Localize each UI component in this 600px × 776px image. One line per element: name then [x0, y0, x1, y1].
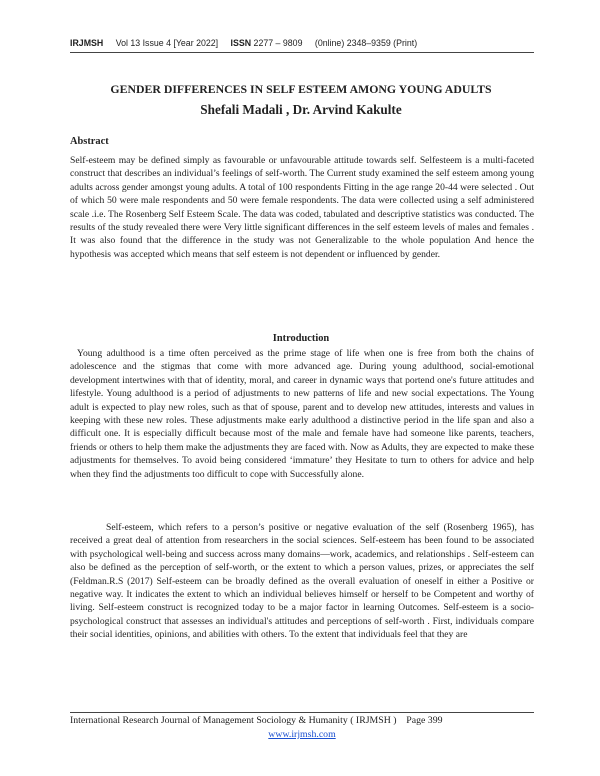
- journal-abbrev: IRJMSH: [70, 38, 104, 48]
- page-number: Page 399: [406, 715, 443, 726]
- paper-title: GENDER DIFFERENCES IN SELF ESTEEM AMONG YOUNG ADULTS: [110, 82, 492, 96]
- paper-authors: Shefali Madali , Dr. Arvind Kakulte: [200, 102, 402, 117]
- issn-label: ISSN: [230, 38, 252, 48]
- online-print-issn: (0nline) 2348–9359 (Print): [314, 38, 418, 48]
- journal-website-link[interactable]: www.irjmsh.com: [268, 729, 336, 740]
- running-footer: [70, 715, 534, 726]
- issn-number: 2277 – 9809: [253, 38, 303, 48]
- introduction-heading: Introduction: [272, 333, 330, 344]
- header-divider: [70, 52, 534, 53]
- introduction-paragraph-1: Young adulthood is a time often perceived as the prime stage of life when one is free from both the chains of adolescence and the stigmas that come with more advanced age. During young adulthood, social-emotional development intertwines with that of identity, moral, and career in dynamic ways that portend one's future attitudes and lifestyle. Young adulthood is a period of adjustments to new patterns of life and new social expectations. The Young adult is expected to play new roles, such as that of spouse, parent and to develop new attitudes, interests and values in keeping with these new roles. These adjustments make early adulthood a distinctive period in the life span and also a difficult one. It is especially difficult because most of the male and female have had someone like parents, teachers, friends or others to help them make the adjustments they are faced with. Now as Adults, they are expected to make these adjustments for themselves. To avoid being considered ‘immature’ they Hesitate to turn to others for advice and help when they find the adjustments too difficult to cope with Successfully alone.: [70, 348, 534, 480]
- abstract-heading: Abstract: [70, 136, 109, 147]
- abstract-text: Self-esteem may be defined simply as favourable or unfavourable attitude towards self. Selfesteem is a multi-faceted construct that describes an individual’s feelings of self-worth. The Current study examined the self esteem among young adults across gender amongst young adults. A total of 100 respondents Fitting in the age range 20-44 were selected . Out of which 50 were male respondents and 50 were female respondents. The data were collected using a self administered scale .i.e. The Rosenberg Self Esteem Scale. The data was coded, tabulated and descriptive statistics was conducted. The results of the study revealed there were Very little significant differences in the self esteem levels of males and females . It was also found that the difference in the study was not Generalizable to the whole population And hence the hypothesis was accepted which means that self esteem is not dependent or influenced by gender.: [70, 155, 534, 260]
- footer-journal-name: International Research Journal of Management Sociology & Humanity ( IRJMSH ): [70, 715, 397, 726]
- introduction-paragraph-2: Self-esteem, which refers to a person’s positive or negative evaluation of the self (Rosenberg 1965), has received a great deal of attention from researchers in the social sciences. Self-esteem has been found to be associated with psychological well-being and success across many domains—work, academics, and relationships . Self-esteem can also be defined as the perception of self-worth, or the extent to which a person values, prizes, or appreciates the self (Feldman.R.S (2017) Self-esteem can be broadly defined as the overall evaluation of oneself in either a Positive or negative way. It indicates the extent to which an individual believes himself or herself to be Competent and worthy of living. Self-esteem construct is recognized today to be a major factor in learning Outcomes. Self-esteem is a socio-psychological construct that assesses an individual's attitudes and perceptions of self-worth . First, individuals compare their social identities, opinions, and abilities with others. To the extent that individuals feel that they are: [70, 522, 534, 641]
- volume-info: Vol 13 Issue 4 [Year 2022]: [115, 38, 219, 48]
- running-header: [70, 38, 540, 48]
- footer-divider: [70, 712, 534, 713]
